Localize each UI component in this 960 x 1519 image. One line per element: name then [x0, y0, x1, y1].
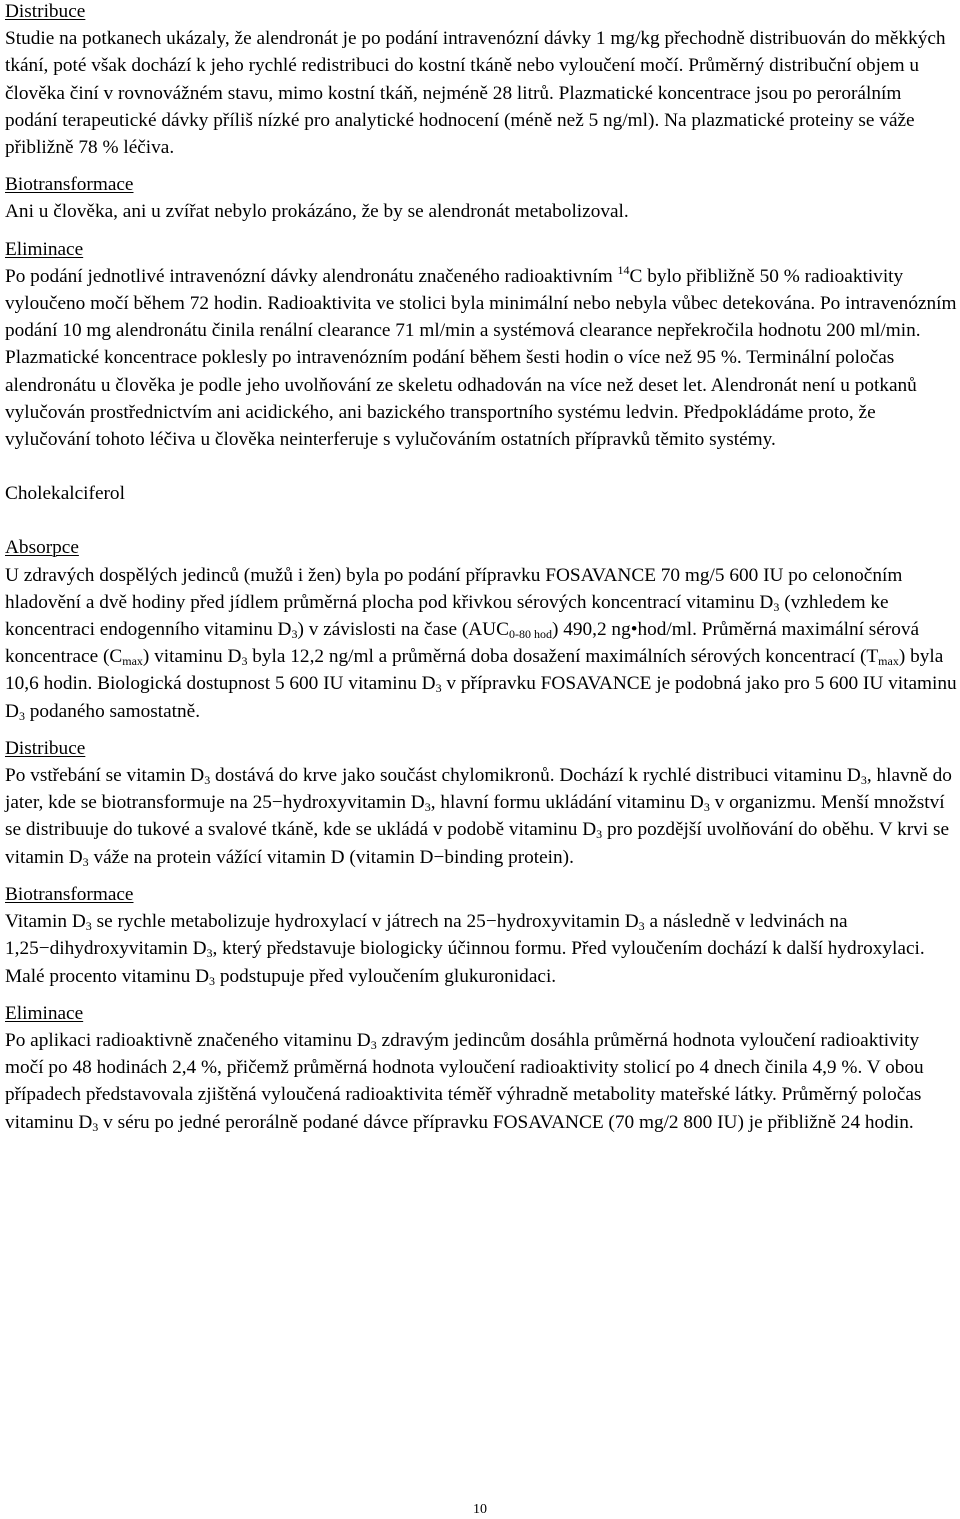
section-heading-distribuce-vitamin: Distribuce	[5, 737, 86, 759]
page-number: 10	[473, 1502, 487, 1517]
document-body	[5, 0, 957, 1136]
paragraph-eliminace-alendronat: Po podání jednotlivé intravenózní dávky alendronátu značeného radioaktivním $^{14}$C bylo přibližně 50 % radioaktivity vyloučeno močí během 72 hodin. Radioaktivita ve stolici byla minimální nebo nebyla vůbec detekována. Po intravenózním podání 10 mg alendronátu činila renální clearance 71 ml/min a systémová clearance nepřekročila hodnotu 200 ml/min. Plazmatické koncentrace poklesly po intravenózním podání během šesti hodin o více než 95 %. Terminální poločas alendronátu u člověka je podle jeho uvolňování ze skeletu odhadován na více než deset let. Alendronát není u potkanů vylučován prostřednictvím ani acidického, ani bazického transportního systému ledvin. Předpokládáme proto, že vylučování tohoto léčiva u člověka neinterferuje s vylučováním ostatních přípravků těmito systémy.	[5, 262, 957, 451]
section-heading-distribuce: Distribuce	[5, 1, 86, 22]
paragraph-biotransformace-vitamin: Vitamin $D_3$ se rychle metabolizuje hydroxylací v játrech na 25−hydroxyvitamin $D_3$ a následně v ledvinách na 1,25−dihydroxyvitamin $D_3$, který představuje biologicky účinnou formu. Před vyloučením dochází k další hydroxylaci. Malé procento vitaminu $D_3$ podstupuje před vyloučením glukuronidaci.	[5, 911, 925, 988]
section-heading-biotransformace: Biotransformace	[5, 174, 134, 196]
section-heading-absorpce: Absorpce	[5, 537, 79, 559]
paragraph-biotransformace-alendronat: Ani u člověka, ani u zvířat nebylo prokázáno, že by se alendronát metabolizoval.	[5, 201, 629, 223]
paragraph-distribuce-vitamin: Po vstřebání se vitamin $D_3$ dostává do krve jako součást chylomikronů. Dochází k rychlé distribuci vitaminu $D_3$, hlavně do jater, kde se biotransformuje na 25−hydroxyvitamin $D_3$, hlavní formu ukládání vitaminu $D_3$ v organizmu. Menší množství se distribuuje do tukové a svalové tkáně, kde se ukládá v podobě vitaminu $D_3$ pro pozdější uvolňování do oběhu. V krvi se vitamin $D_3$ váže na protein vážící vitamin D (vitamin D−binding protein).	[5, 765, 952, 869]
section-heading-cholekalciferol: Cholekalciferol	[5, 483, 125, 505]
paragraph-distribuce-alendronat: Studie na potkanech ukázaly, že alendronát je po podání intravenózní dávky 1 mg/kg přechodně distribuován do měkkých tkání, poté však dochází k jeho rychlé redistribuci do kostní tkáně nebo vyloučení močí. Průměrný distribuční objem u člověka činí v rovnovážném stavu, mimo kostní tkáň, nejméně 28 litrů. Plazmatické koncentrace jsou po perorálním podání terapeutické dávky příliš nízké pro analytické hodnocení (méně než 5 ng/ml). Na plazmatické proteiny se váže přibližně 78 % léčiva.	[5, 28, 946, 159]
section-heading-biotransformace-vitamin: Biotransformace	[5, 883, 134, 905]
section-heading-eliminace: Eliminace	[5, 238, 84, 260]
section-heading-eliminace-vitamin: Eliminace	[5, 1002, 84, 1024]
paragraph-absorpce: U zdravých dospělých jedinců (mužů i žen) byla po podání přípravku FOSAVANCE 70 mg/5 600 IU po celonočním hladovění a dvě hodiny před jídlem průměrná plocha pod křivkou sérových koncentrací vitaminu $D_3$ (vzhledem ke koncentraci endogenního vitaminu $D_3$) v závislosti na čase $(AUC_{0-80 hod})$ 490,2 ng•hod/ml. Průměrná maximální sérová koncentrace $(C_{max})$ vitaminu $D_3$ byla 12,2 ng/ml a průměrná doba dosažení maximálních sérových koncentrací $(T_{max})$ byla 10,6 hodin. Biologická dostupnost 5 600 IU vitaminu $D_3$ v přípravku FOSAVANCE je podobná jako pro 5 600 IU vitaminu $D_3$ podaného samostatně.	[5, 564, 957, 723]
paragraph-eliminace-vitamin: Po aplikaci radioaktivně značeného vitaminu $D_3$ zdravým jedincům dosáhla průměrná hodnota vyloučení radioaktivity močí po 48 hodinách 2,4 %, přičemž průměrná hodnota vyloučení radioaktivity stolicí po 4 dnech činila 4,9 %. V obou případech představovala zjištěná vyloučená radioaktivita téměř výhradně metabolity mateřské látky. Průměrný poločas vitaminu $D_3$ v séru po jedné perorálně podané dávce přípravku FOSAVANCE (70 mg/2 800 IU) je přibližně 24 hodin.	[5, 1029, 924, 1134]
